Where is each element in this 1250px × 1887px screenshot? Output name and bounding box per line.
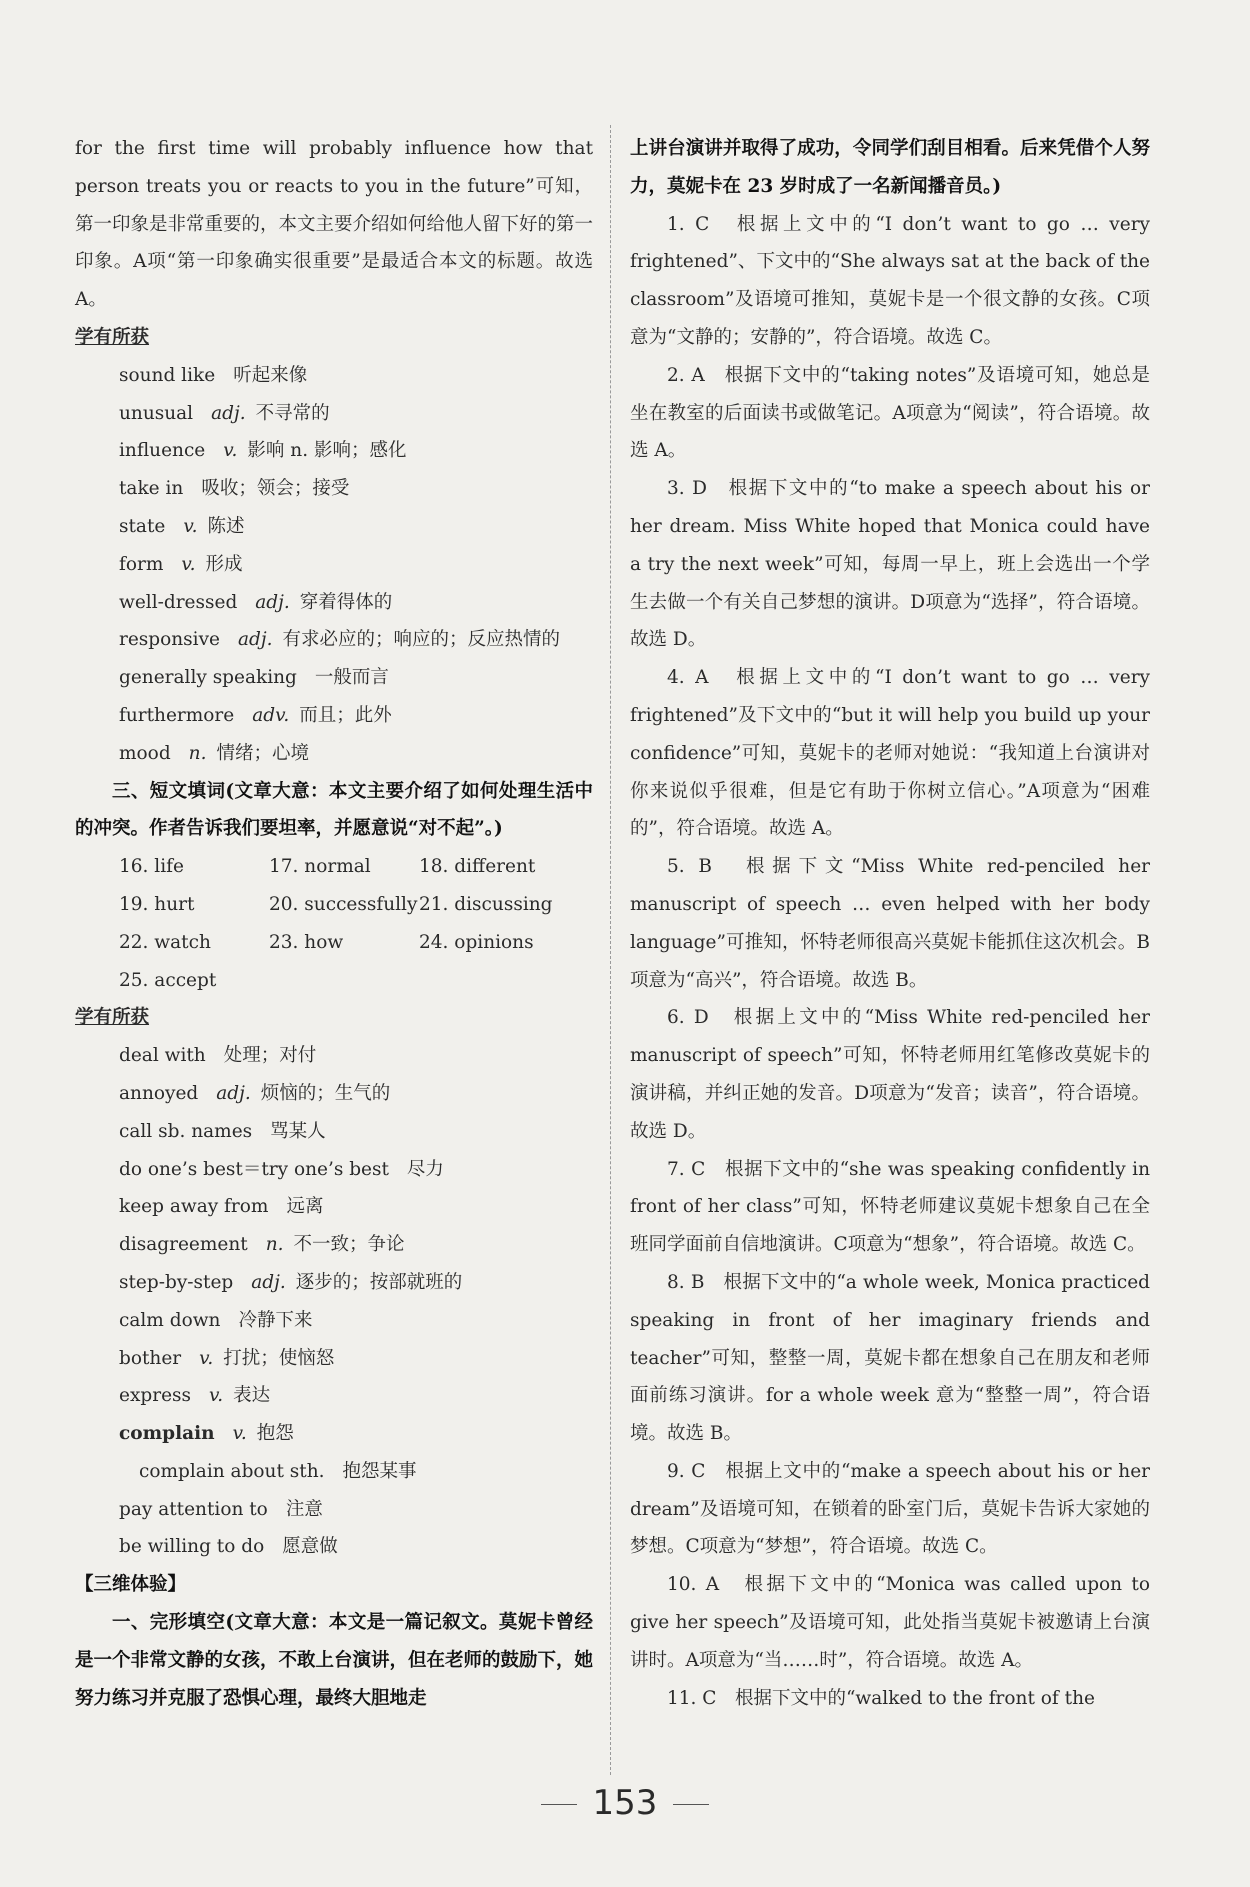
- vocab-pos: v.: [223, 440, 238, 462]
- answer-cell: 21. discussing: [419, 893, 553, 915]
- vocab-meaning: 形成: [205, 553, 243, 575]
- page-number-left-rule: [541, 1804, 577, 1805]
- vocab-pos: v.: [181, 553, 196, 575]
- vocab-term: call sb. names: [119, 1120, 253, 1142]
- vocab-term: state: [119, 515, 166, 537]
- page-number-right-rule: [673, 1804, 709, 1805]
- vocab-term: well-dressed: [119, 591, 238, 613]
- section-3-heading: 三、短文填词(文章大意：本文主要介绍了如何处理生活中的冲突。作者告诉我们要坦率，并愿意说“对不起”。): [75, 780, 593, 840]
- vocab-term: keep away from: [119, 1196, 269, 1218]
- vocab-item: [75, 1075, 593, 1113]
- answer-explanation: 8. B 根据下文中的“a whole week, Monica practiced speaking in front of her imaginary friends and teacher”可知，整整一周，莫妮卡都在想象自己在朋友和老师面前练习演讲。for a whole week 意为“整整一周”，符合语境。故选 B。: [630, 1271, 1150, 1445]
- vocab-meaning: 有求必应的；响应的；反应热情的: [282, 629, 561, 651]
- vocab-item: [75, 659, 593, 697]
- vocab-meaning: 听起来像: [233, 364, 308, 386]
- cloze-heading-continued: 上讲台演讲并取得了成功，令同学们刮目相看。后来凭借个人努力，莫妮卡在 23 岁时成了一名新闻播音员。): [630, 138, 1150, 197]
- vocab-meaning: 尽力: [406, 1158, 444, 1180]
- vocab-item: [75, 1491, 593, 1529]
- vocab-meaning: 打扰；使恼怒: [223, 1347, 335, 1369]
- vocab-pos: n.: [265, 1234, 284, 1256]
- vocab-term: sound like: [119, 364, 216, 386]
- answer-cell: 17. normal: [269, 856, 371, 878]
- vocab-term: take in: [119, 478, 184, 500]
- vocab-item: [75, 1415, 593, 1453]
- vocab-pos: adj.: [255, 591, 290, 613]
- vocab-meaning: 一般而言: [314, 667, 389, 689]
- vocab-term: generally speaking: [119, 667, 297, 689]
- vocab-term: step-by-step: [119, 1271, 234, 1293]
- answer-cell: 23. how: [269, 931, 344, 953]
- answer-explanation: 9. C 根据上文中的“make a speech about his or her dream”及语境可知，在锁着的卧室门后，莫妮卡告诉大家她的梦想。C项意为“梦想”，符合语境。故选 C。: [630, 1460, 1150, 1558]
- vocab-term: do one’s best＝try one’s best: [119, 1158, 389, 1180]
- answer-cell: 19. hurt: [119, 893, 195, 915]
- vocab-item: [75, 357, 593, 395]
- vocab-pos: v.: [232, 1423, 247, 1445]
- answer-explanation: 10. A 根据下文中的“Monica was called upon to give her speech”及语境可知，此处指当莫妮卡被邀请上台演讲时。A项意为“当……时”，符合语境。故选 A。: [630, 1574, 1150, 1671]
- answer-cell: 20. successfully: [269, 893, 418, 915]
- vocab-meaning: 不寻常的: [255, 402, 330, 424]
- vocab-term: deal with: [119, 1045, 206, 1067]
- vocab-term: mood: [119, 742, 171, 764]
- vocab-pos: adj.: [238, 629, 273, 651]
- answer-explanation: 6. D 根据上文中的“Miss White red-penciled her manuscript of speech”可知，怀特老师用红笔修改莫妮卡的演讲稿，并纠正她的发音。D项意为“发音；读音”，符合语境。故选 D。: [630, 1007, 1150, 1142]
- vocab-meaning: 不一致；争论: [293, 1234, 405, 1256]
- vocab-item: [75, 432, 593, 470]
- intro-paragraph: for the first time will probably influence how that person treats you or reacts to you in the future”可知，第一印象是非常重要的，本文主要介绍如何给他人留下好的第一印象。A项“第一印象确实很重要”是最适合本文的标题。故选 A。: [75, 138, 594, 311]
- vocab-pos: adv.: [252, 704, 290, 726]
- right-column: [630, 130, 1150, 1717]
- answer-row: [75, 962, 593, 1000]
- answer-cell: 24. opinions: [419, 931, 534, 953]
- vocab-meaning: 抱怨某事: [342, 1460, 417, 1482]
- vocab-meaning: 冷静下来: [238, 1309, 313, 1331]
- vocab-pos: v.: [209, 1385, 224, 1407]
- vocab-item: [75, 1037, 593, 1075]
- vocab-term: express: [119, 1385, 192, 1407]
- vocab-term: influence: [119, 440, 206, 462]
- answer-explanation: 3. D 根据下文中的“to make a speech about his or her dream. Miss White hoped that Monica could have a try the next week”可知，每周一早上，班上会选出一个学生去做一个有关自己梦想的演讲。D项意为“选择”，符合语境。故选 D。: [630, 478, 1150, 651]
- vocab-meaning: 情绪；心境: [216, 742, 309, 764]
- vocab-pos: v.: [183, 515, 198, 537]
- section-3d-heading: 【三维体验】: [75, 1574, 187, 1596]
- vocab-item: [75, 508, 593, 546]
- vocab-pos: adj.: [216, 1082, 251, 1104]
- vocab-term: calm down: [119, 1309, 221, 1331]
- vocab-term: disagreement: [119, 1234, 248, 1256]
- answer-explanation: 1. C 根据上文中的“I don’t want to go … very frightened”、下文中的“She always sat at the back of the classroom”及语境可推知，莫妮卡是一个很文静的女孩。C项意为“文静的；安静的”，符合语境。故选 C。: [630, 213, 1150, 348]
- cloze-heading: 一、完形填空(文章大意：本文是一篇记叙文。莫妮卡曾经是一个非常文静的女孩，不敢上台演讲，但在老师的鼓励下，她努力练习并克服了恐惧心理，最终大胆地走: [75, 1612, 594, 1709]
- answer-explanation: 11. C 根据下文中的“walked to the front of the: [667, 1687, 1095, 1709]
- vocab-item: [75, 1340, 593, 1378]
- answer-cell: 16. life: [119, 856, 184, 878]
- answer-explanation: 2. A 根据下文中的“taking notes”及语境可知，她总是坐在教室的后面读书或做笔记。A项意为“阅读”，符合语境。故选 A。: [630, 364, 1150, 462]
- answer-cell: 22. watch: [119, 931, 211, 953]
- page-number: [0, 1783, 1250, 1823]
- vocab-term: bother: [119, 1347, 182, 1369]
- vocab-heading-2: 学有所获: [75, 1007, 150, 1029]
- vocab-item: [75, 735, 593, 773]
- vocab-meaning: 处理；对付: [223, 1045, 317, 1067]
- vocab-item: [75, 621, 593, 659]
- vocab-item: [75, 1226, 593, 1264]
- vocab-pos: n.: [188, 742, 207, 764]
- vocab-pos: adj.: [251, 1271, 286, 1293]
- vocab-term: responsive: [119, 629, 220, 651]
- vocab-term: complain about sth.: [139, 1460, 325, 1482]
- vocab-heading-1: 学有所获: [75, 326, 150, 348]
- vocab-pos: adj.: [211, 402, 246, 424]
- vocab-item: [75, 1113, 593, 1151]
- vocab-meaning: 愿意做: [282, 1536, 338, 1558]
- vocab-term: furthermore: [119, 704, 235, 726]
- vocab-list-2: [75, 1037, 593, 1566]
- vocab-item: [75, 1453, 593, 1491]
- vocab-meaning: 陈述: [207, 515, 245, 537]
- answer-grid: [75, 848, 593, 999]
- answer-explanation: 7. C 根据下文中的“she was speaking confidently in front of her class”可知，怀特老师建议莫妮卡想象自己在全班同学面前自信地演讲。C项意为“想象”，符合语境。故选 C。: [630, 1158, 1150, 1256]
- vocab-term: pay attention to: [119, 1498, 268, 1520]
- vocab-item: [75, 1264, 593, 1302]
- vocab-meaning: 抱怨: [256, 1423, 294, 1445]
- vocab-meaning: 影响 n. 影响；感化: [247, 440, 407, 462]
- answer-explanations: [630, 206, 1150, 1718]
- vocab-term: form: [119, 553, 164, 575]
- vocab-meaning: 逐步的；按部就班的: [295, 1271, 463, 1293]
- vocab-term: unusual: [119, 402, 194, 424]
- vocab-meaning: 远离: [286, 1196, 324, 1218]
- answer-row: [75, 924, 593, 962]
- vocab-item: [75, 395, 593, 433]
- vocab-item: [75, 546, 593, 584]
- vocab-meaning: 注意: [285, 1498, 323, 1520]
- left-column: [75, 130, 593, 1717]
- vocab-list-1: [75, 357, 593, 773]
- vocab-item: [75, 1188, 593, 1226]
- vocab-term: annoyed: [119, 1082, 199, 1104]
- vocab-item: [75, 470, 593, 508]
- answer-explanation: 5. B 根据下文“Miss White red-penciled her manuscript of speech … even helped with her body language”可推知，怀特老师很高兴莫妮卡能抓住这次机会。B项意为“高兴”，符合语境。故选 B。: [630, 856, 1150, 991]
- vocab-meaning: 表达: [233, 1385, 271, 1407]
- vocab-item: [75, 1528, 593, 1566]
- column-divider: [610, 125, 611, 1775]
- vocab-term: complain: [119, 1423, 215, 1445]
- vocab-meaning: 穿着得体的: [299, 591, 393, 613]
- vocab-meaning: 而且；此外: [299, 704, 392, 726]
- answer-row: [75, 848, 593, 886]
- vocab-item: [75, 584, 593, 622]
- answer-cell: 25. accept: [119, 969, 217, 991]
- answer-cell: 18. different: [419, 856, 536, 878]
- page-number-text: 153: [592, 1783, 658, 1823]
- vocab-pos: v.: [199, 1347, 214, 1369]
- vocab-term: be willing to do: [119, 1536, 265, 1558]
- vocab-item: [75, 697, 593, 735]
- vocab-meaning: 骂某人: [270, 1120, 326, 1142]
- vocab-item: [75, 1302, 593, 1340]
- vocab-item: [75, 1377, 593, 1415]
- answer-explanation: 4. A 根据上文中的“I don’t want to go … very frightened”及下文中的“but it will help you build up your confidence”可知，莫妮卡的老师对她说：“我知道上台演讲对你来说似乎很难，但是它有助于你树立信心。”A项意为“困难的”，符合语境。故选 A。: [630, 667, 1150, 840]
- vocab-item: [75, 1151, 593, 1189]
- vocab-meaning: 吸收；领会；接受: [201, 478, 350, 500]
- vocab-meaning: 烦恼的；生气的: [260, 1082, 391, 1104]
- answer-row: [75, 886, 593, 924]
